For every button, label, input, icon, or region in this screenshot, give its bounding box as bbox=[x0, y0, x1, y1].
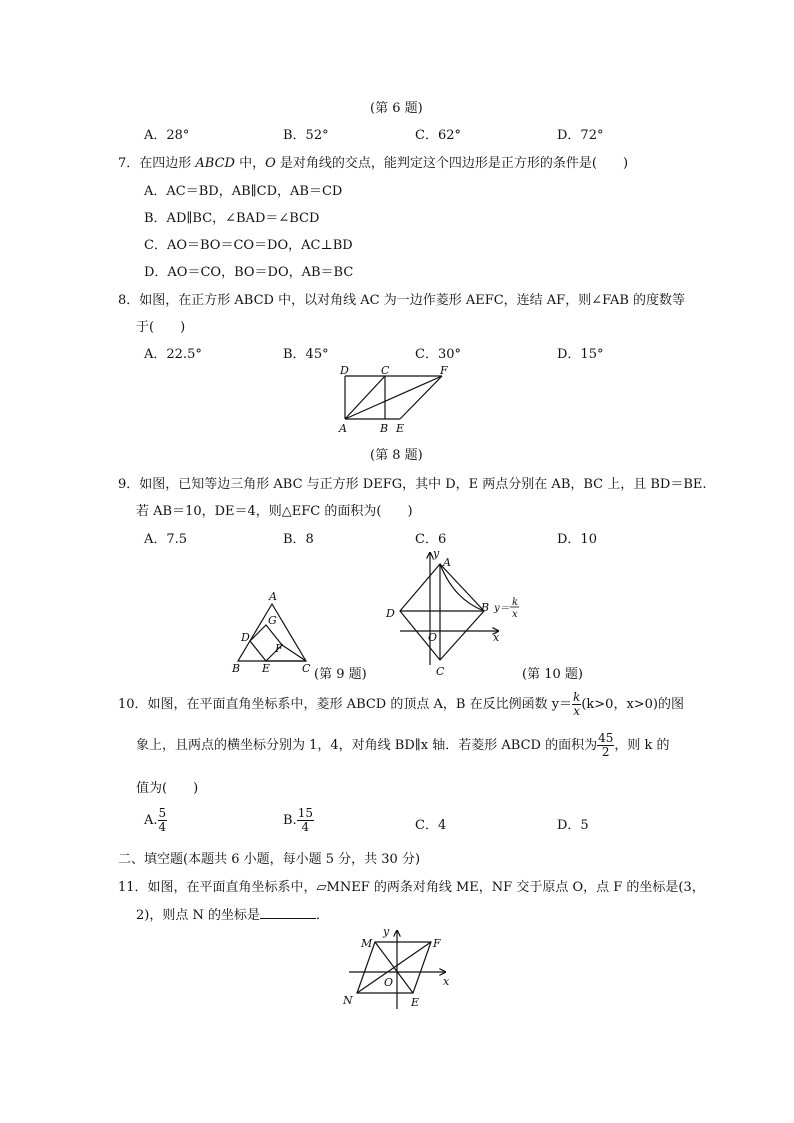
fig9-label-g: G bbox=[268, 614, 277, 627]
fig10-func-prefix: y＝ bbox=[494, 603, 510, 614]
q11-line2 bbox=[136, 904, 329, 923]
q7-stem-mid: 中， bbox=[234, 156, 266, 171]
q7-option-a: A．AC＝BD，AB∥CD，AB＝CD bbox=[144, 184, 343, 199]
q11-line1: 11．如图，在平面直角坐标系中，▱MNEF 的两条对角线 ME，NF 交于原点 O，点 F 的坐标是(3， bbox=[118, 880, 705, 895]
q8-option-b: B．45° bbox=[283, 347, 329, 362]
q7-stem bbox=[118, 152, 628, 171]
q6-option-b: B．52° bbox=[283, 128, 329, 143]
fig9-caption: (第 9 题) bbox=[314, 667, 367, 682]
q10-option-c: C．4 bbox=[415, 818, 447, 833]
q10-opt-a-prefix: A. bbox=[144, 813, 158, 828]
fig10-label-b: B bbox=[481, 601, 490, 614]
q10-opt-b-prefix: B. bbox=[283, 813, 297, 828]
fig8-label-d: D bbox=[340, 366, 349, 377]
q9-option-c: C．6 bbox=[415, 532, 447, 547]
q6-option-a: A．28° bbox=[144, 128, 190, 143]
q7-option-d: D．AO＝CO，BO＝DO，AB＝BC bbox=[144, 265, 354, 280]
q8-option-a: A．22.5° bbox=[144, 347, 202, 362]
fig10-label-y: y bbox=[433, 547, 440, 560]
q10-line1 bbox=[118, 690, 684, 720]
fig10-rhombus-abcd bbox=[400, 564, 484, 660]
fig10-label-a: A bbox=[443, 556, 451, 569]
fig8-caption: (第 8 题) bbox=[370, 448, 423, 463]
q11-line2-a: 2)，则点 N 的坐标是 bbox=[136, 908, 260, 923]
fig8-line-ef bbox=[400, 376, 442, 419]
q9-option-a: A．7.5 bbox=[144, 532, 188, 547]
q10-opt-a-frac bbox=[158, 807, 168, 833]
fig9-label-b: B bbox=[232, 662, 241, 675]
q10-line1-a: 10．如图，在平面直角坐标系中，菱形 ABCD 的顶点 A，B 在反比例函数 y＝ bbox=[118, 697, 573, 712]
q10-opt-b-num: 15 bbox=[297, 806, 313, 821]
q11-line2-b: ． bbox=[315, 908, 329, 923]
fig11-diagram bbox=[335, 925, 455, 1013]
fig10-func-num: k bbox=[512, 597, 519, 608]
q10-frac2-den: 2 bbox=[601, 745, 610, 759]
q9-line2: 若 AB＝10，DE＝4，则△EFC 的面积为( ) bbox=[136, 504, 413, 519]
q10-frac2-num: 45 bbox=[598, 731, 614, 746]
fig8-line-ac bbox=[345, 376, 385, 419]
fig11-label-m: M bbox=[361, 937, 373, 950]
q10-opt-b-den: 4 bbox=[301, 820, 310, 834]
fig9-label-c: C bbox=[302, 662, 311, 675]
fig9-label-d: D bbox=[241, 631, 250, 644]
q6-option-c: C．62° bbox=[415, 128, 461, 143]
q8-option-d: D．15° bbox=[557, 347, 604, 362]
fig8-label-f: F bbox=[440, 366, 448, 377]
q9-line1: 9．如图，已知等边三角形 ABC 与正方形 DEFG，其中 D，E 两点分别在 AB，BC 上，且 BD＝BE. bbox=[118, 477, 707, 492]
fig8-label-b: B bbox=[380, 422, 389, 435]
fig9-label-f: F bbox=[275, 642, 283, 655]
q10-opt-b-frac bbox=[297, 807, 314, 833]
fig8-diagram bbox=[330, 366, 460, 438]
q8-line2: 于( ) bbox=[136, 320, 186, 335]
fig9-label-e: E bbox=[262, 662, 271, 675]
q10-line2-a: 象上，且两点的横坐标分别为 1，4，对角线 BD∥x 轴．若菱形 ABCD 的面积为 bbox=[136, 738, 598, 753]
fig10-label-c: C bbox=[436, 665, 445, 678]
fig11-label-o: O bbox=[384, 976, 394, 989]
q10-line2-b: ，则 k 的 bbox=[614, 738, 670, 753]
fig11-label-y: y bbox=[383, 925, 390, 938]
q8-line1: 8．如图，在正方形 ABCD 中，以对角线 AC 为一边作菱形 AEFC，连结 AF，则∠FAB 的度数等 bbox=[118, 293, 686, 308]
fig8-label-e: E bbox=[396, 422, 405, 435]
q9-option-d: D．10 bbox=[557, 532, 597, 547]
q8-option-c: C．30° bbox=[415, 347, 461, 362]
fig10-caption: (第 10 题) bbox=[522, 667, 583, 682]
q6-option-d: D．72° bbox=[557, 128, 604, 143]
fig10-label-x: x bbox=[493, 631, 500, 644]
fig10-label-d: D bbox=[386, 607, 395, 620]
q10-frac1-den: x bbox=[573, 704, 581, 718]
q7-stem-suffix: 是对角线的交点，能判定这个四边形是正方形的条件是( ) bbox=[275, 156, 629, 171]
q7-stem-quad: ABCD bbox=[195, 156, 235, 171]
q10-option-b bbox=[283, 805, 314, 837]
fig9-line-fc bbox=[282, 645, 306, 661]
q10-frac1-num: k bbox=[573, 690, 581, 705]
fig9-label-a: A bbox=[269, 590, 277, 603]
q7-option-b: B．AD∥BC，∠BAD＝∠BCD bbox=[144, 211, 320, 226]
fig10-func-den: x bbox=[512, 609, 518, 620]
q10-frac1 bbox=[572, 691, 581, 717]
fig11-label-e: E bbox=[411, 996, 420, 1009]
fig11-label-x: x bbox=[443, 975, 450, 988]
q10-opt-a-num: 5 bbox=[158, 806, 167, 821]
fig8-label-a: A bbox=[339, 422, 347, 435]
q10-frac2 bbox=[597, 732, 614, 758]
q10-line1-b: (k>0，x>0)的图 bbox=[581, 697, 685, 712]
q10-option-a bbox=[144, 805, 167, 837]
q7-option-c: C．AO＝BO＝CO＝DO，AC⊥BD bbox=[144, 238, 353, 253]
fig9-diagram bbox=[228, 588, 318, 678]
fig10-label-o: O bbox=[428, 631, 438, 644]
fig8-line-af bbox=[345, 376, 442, 419]
q10-option-d: D．5 bbox=[557, 818, 589, 833]
q10-line2 bbox=[136, 730, 670, 762]
q7-stem-o: O bbox=[265, 156, 276, 171]
q9-option-b: B．8 bbox=[283, 532, 314, 547]
q10-line3: 值为( ) bbox=[136, 781, 199, 796]
fig10-diagram bbox=[380, 545, 530, 680]
fig8-label-c: C bbox=[381, 366, 390, 377]
q10-opt-a-den: 4 bbox=[158, 820, 167, 834]
q11-answer-blank[interactable] bbox=[260, 906, 316, 919]
q7-stem-prefix: 7．在四边形 bbox=[118, 156, 196, 171]
fig11-label-n: N bbox=[343, 994, 353, 1007]
section2-title: 二、填空题(本题共 6 小题，每小题 5 分，共 30 分) bbox=[118, 852, 421, 867]
fig11-label-f: F bbox=[433, 937, 441, 950]
fig6-caption: (第 6 题) bbox=[370, 101, 423, 116]
